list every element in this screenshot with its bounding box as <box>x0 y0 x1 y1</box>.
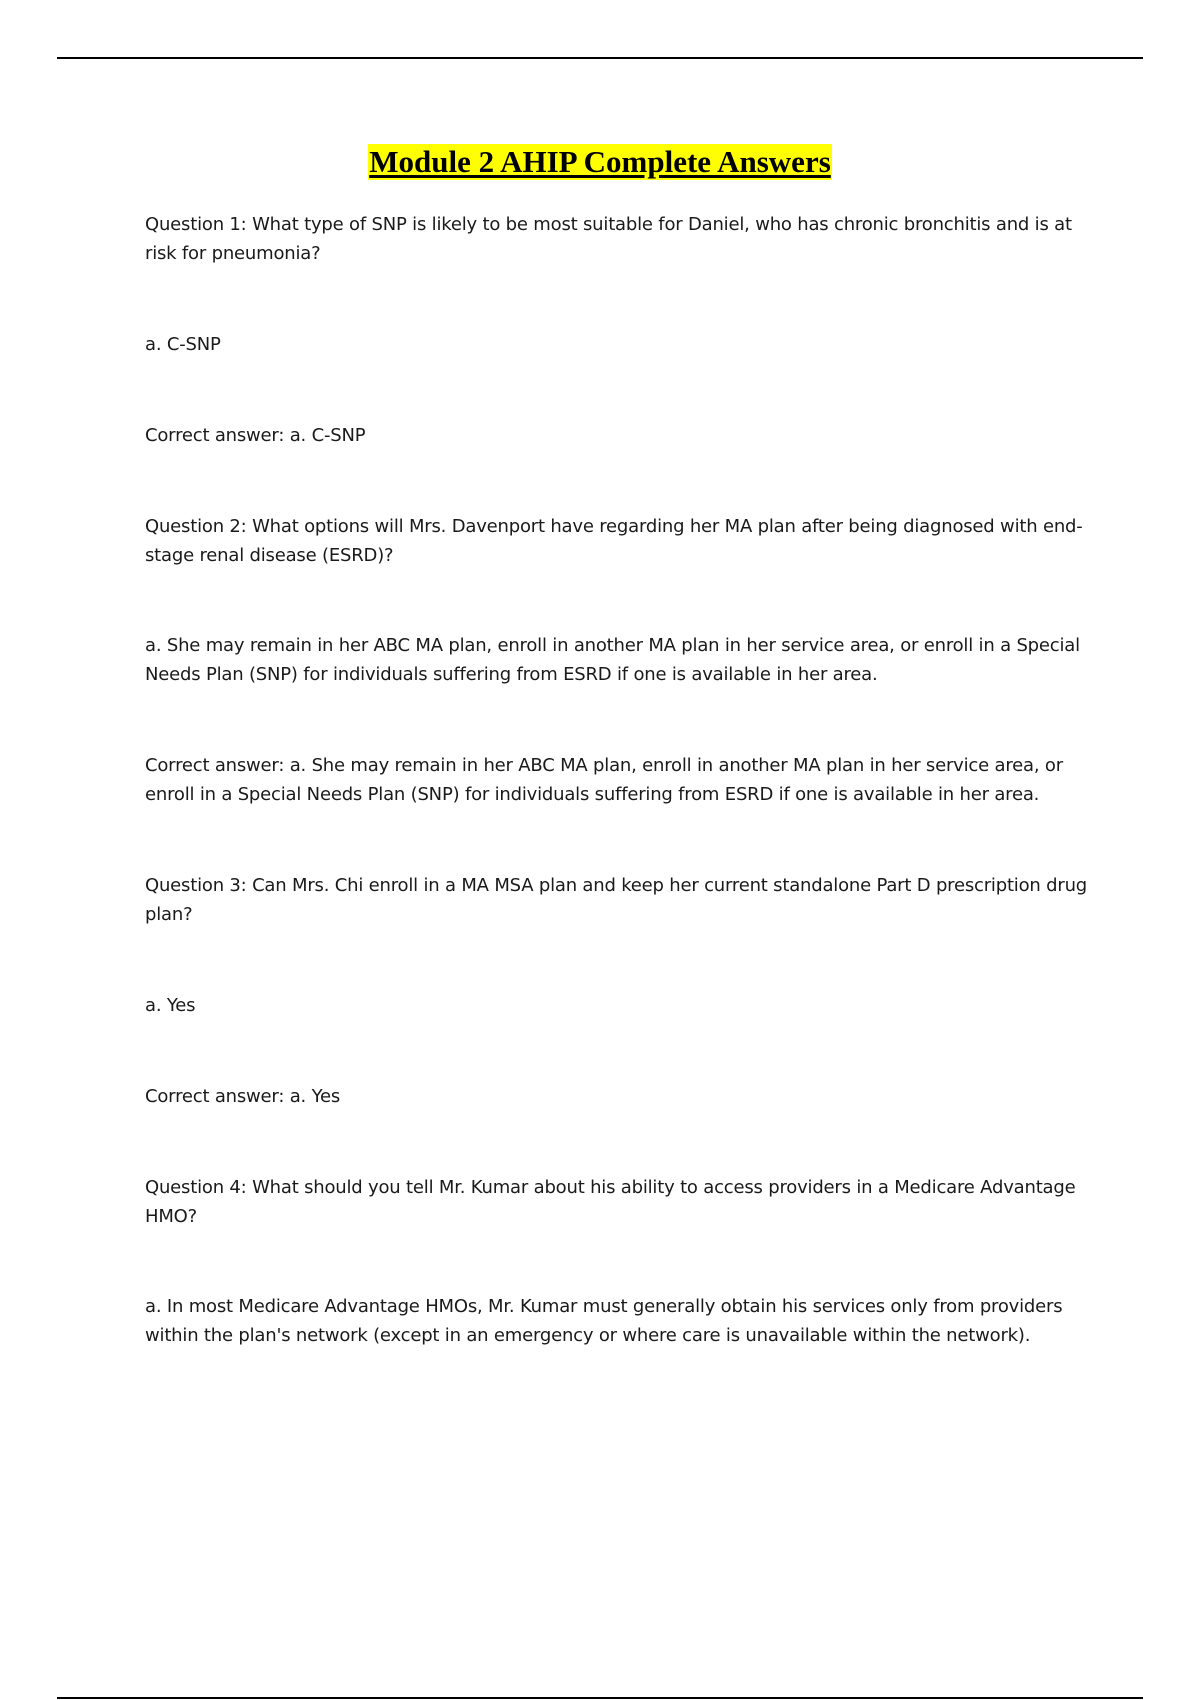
document-title: Module 2 AHIP Complete Answers <box>369 144 831 179</box>
option-text: a. She may remain in her ABC MA plan, enroll in another MA plan in her service area, or enroll in a Special Needs Plan (SNP) for individuals suffering from ESRD if one is available in her area. <box>145 635 1080 685</box>
correct-answer-text: Correct answer: a. C-SNP <box>145 425 366 446</box>
option-text: a. Yes <box>145 995 196 1016</box>
question-2-option <box>145 631 1090 689</box>
question-1-block <box>145 210 1090 268</box>
question-3-correct <box>145 1082 1090 1111</box>
top-rule <box>57 57 1143 59</box>
option-text: a. In most Medicare Advantage HMOs, Mr. Kumar must generally obtain his services only from providers within the plan's network (except in an emergency or where care is unavailable within the network). <box>145 1296 1063 1346</box>
title-container <box>0 144 1200 180</box>
question-4-block <box>145 1173 1090 1231</box>
question-2-correct <box>145 751 1090 809</box>
question-4-text: Question 4: What should you tell Mr. Kumar about his ability to access providers in a Medicare Advantage HMO? <box>145 1177 1076 1227</box>
option-text: a. C-SNP <box>145 334 221 355</box>
question-3-text: Question 3: Can Mrs. Chi enroll in a MA MSA plan and keep her current standalone Part D prescription drug plan? <box>145 875 1088 925</box>
question-4-option <box>145 1292 1090 1350</box>
bottom-rule <box>57 1697 1143 1699</box>
question-1-option <box>145 330 1090 359</box>
question-3-block <box>145 871 1090 929</box>
question-2-block <box>145 512 1090 570</box>
question-1-text: Question 1: What type of SNP is likely to be most suitable for Daniel, who has chronic bronchitis and is at risk for pneumonia? <box>145 214 1072 264</box>
correct-answer-text: Correct answer: a. Yes <box>145 1086 341 1107</box>
correct-answer-text: Correct answer: a. She may remain in her ABC MA plan, enroll in another MA plan in her service area, or enroll in a Special Needs Plan (SNP) for individuals suffering from ESRD if one is available in her area. <box>145 755 1063 805</box>
question-2-text: Question 2: What options will Mrs. Davenport have regarding her MA plan after being diagnosed with end-stage renal disease (ESRD)? <box>145 516 1083 566</box>
question-3-option <box>145 991 1090 1020</box>
question-1-correct <box>145 421 1090 450</box>
